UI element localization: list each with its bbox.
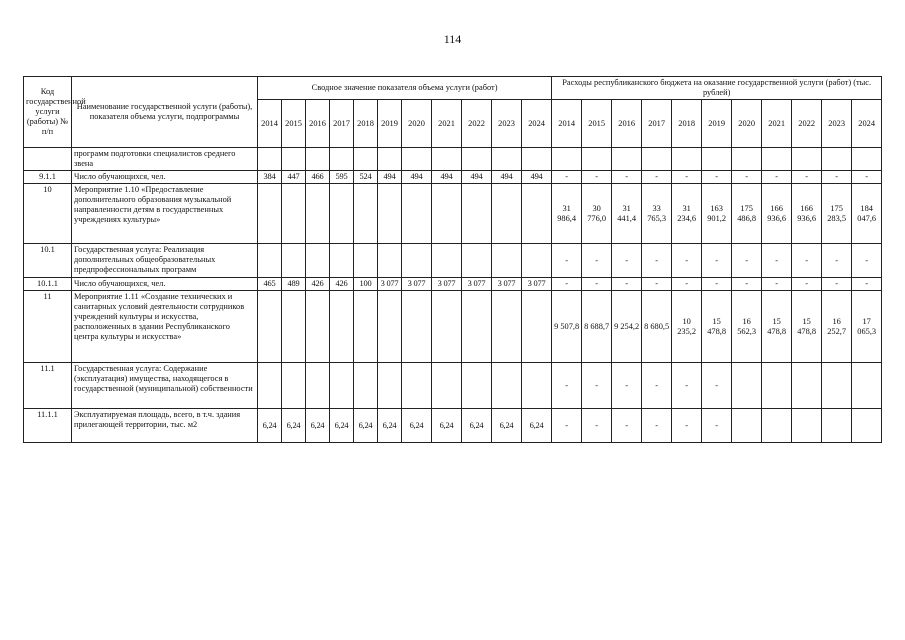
budget-cell: - bbox=[852, 278, 882, 291]
header-volume-year: 2021 bbox=[432, 100, 462, 148]
volume-cell bbox=[354, 184, 378, 244]
volume-cell bbox=[282, 363, 306, 409]
volume-cell: 6,24 bbox=[258, 409, 282, 443]
volume-cell: 6,24 bbox=[282, 409, 306, 443]
header-volume-year: 2017 bbox=[330, 100, 354, 148]
budget-cell bbox=[732, 148, 762, 171]
budget-cell: - bbox=[732, 171, 762, 184]
volume-cell: 494 bbox=[432, 171, 462, 184]
table-body bbox=[24, 148, 882, 443]
volume-cell bbox=[402, 244, 432, 278]
budget-cell: - bbox=[792, 244, 822, 278]
volume-cell bbox=[258, 148, 282, 171]
volume-cell bbox=[492, 184, 522, 244]
volume-cell bbox=[258, 244, 282, 278]
volume-cell bbox=[522, 148, 552, 171]
row-code: 11 bbox=[24, 291, 72, 363]
budget-cell bbox=[822, 409, 852, 443]
budget-cell: - bbox=[852, 171, 882, 184]
volume-cell bbox=[522, 244, 552, 278]
header-budget-year: 2014 bbox=[552, 100, 582, 148]
volume-cell: 6,24 bbox=[354, 409, 378, 443]
budget-cell bbox=[762, 409, 792, 443]
budget-cell: - bbox=[762, 278, 792, 291]
budget-cell: - bbox=[612, 363, 642, 409]
volume-cell: 3 077 bbox=[378, 278, 402, 291]
volume-cell bbox=[354, 363, 378, 409]
budget-cell: - bbox=[552, 278, 582, 291]
header-budget-year: 2021 bbox=[762, 100, 792, 148]
budget-cell: - bbox=[642, 409, 672, 443]
budget-cell: 31 986,4 bbox=[552, 184, 582, 244]
budget-cell: - bbox=[822, 278, 852, 291]
budget-cell: - bbox=[672, 244, 702, 278]
budget-cell: 15 478,8 bbox=[702, 291, 732, 363]
budget-cell bbox=[552, 148, 582, 171]
budget-cell: - bbox=[552, 363, 582, 409]
budget-cell: - bbox=[822, 171, 852, 184]
volume-cell bbox=[306, 148, 330, 171]
budget-cell: - bbox=[702, 409, 732, 443]
budget-cell: - bbox=[852, 244, 882, 278]
volume-cell: 100 bbox=[354, 278, 378, 291]
budget-cell: - bbox=[552, 171, 582, 184]
header-budget-year: 2019 bbox=[702, 100, 732, 148]
row-name: Эксплуатируемая площадь, всего, в т.ч. здания прилегающей территории, тыс. м2 bbox=[72, 409, 258, 443]
row-name: Мероприятие 1.11 «Создание технических и санитарных условий деятельности сотрудников учреждений культуры и искусства, расположенных в здании Республиканского центра культуры и искусства» bbox=[72, 291, 258, 363]
budget-cell: - bbox=[612, 409, 642, 443]
volume-cell: 524 bbox=[354, 171, 378, 184]
budget-cell: - bbox=[732, 244, 762, 278]
budget-cell: 175 283,5 bbox=[822, 184, 852, 244]
row-name: Мероприятие 1.10 «Предоставление дополнительного образования музыкальной направленности детям в государственных учреждениях культуры» bbox=[72, 184, 258, 244]
header-volume-year: 2016 bbox=[306, 100, 330, 148]
budget-cell: - bbox=[672, 171, 702, 184]
budget-cell bbox=[702, 148, 732, 171]
budget-cell bbox=[852, 148, 882, 171]
header-volume-year: 2024 bbox=[522, 100, 552, 148]
budget-cell bbox=[822, 148, 852, 171]
volume-cell bbox=[378, 363, 402, 409]
budget-cell: - bbox=[762, 244, 792, 278]
header-volume-year: 2014 bbox=[258, 100, 282, 148]
table-row bbox=[24, 291, 882, 363]
budget-cell: 16 562,3 bbox=[732, 291, 762, 363]
volume-cell: 494 bbox=[522, 171, 552, 184]
budget-cell: - bbox=[762, 171, 792, 184]
budget-cell bbox=[642, 148, 672, 171]
volume-cell: 466 bbox=[306, 171, 330, 184]
header-volume-year: 2020 bbox=[402, 100, 432, 148]
header-budget-group: Расходы республиканского бюджета на оказание государственной услуги (работ) (тыс. рублей) bbox=[552, 77, 882, 100]
budget-cell bbox=[822, 363, 852, 409]
volume-cell bbox=[522, 184, 552, 244]
budget-cell: 15 478,8 bbox=[792, 291, 822, 363]
budget-cell: - bbox=[822, 244, 852, 278]
budget-cell: 8 688,7 bbox=[582, 291, 612, 363]
budget-cell: 166 936,6 bbox=[792, 184, 822, 244]
volume-cell: 595 bbox=[330, 171, 354, 184]
budget-cell: - bbox=[702, 171, 732, 184]
volume-cell bbox=[306, 363, 330, 409]
row-name: программ подготовки специалистов среднего звена bbox=[72, 148, 258, 171]
budget-cell: - bbox=[582, 278, 612, 291]
volume-cell: 3 077 bbox=[432, 278, 462, 291]
volume-cell bbox=[378, 244, 402, 278]
volume-cell bbox=[462, 363, 492, 409]
volume-cell bbox=[330, 244, 354, 278]
budget-cell bbox=[792, 409, 822, 443]
volume-cell: 465 bbox=[258, 278, 282, 291]
budget-cell: 166 936,6 bbox=[762, 184, 792, 244]
budget-cell: 184 047,6 bbox=[852, 184, 882, 244]
budget-cell: - bbox=[672, 363, 702, 409]
budget-cell: - bbox=[672, 278, 702, 291]
header-budget-year: 2015 bbox=[582, 100, 612, 148]
volume-cell bbox=[354, 148, 378, 171]
budget-cell: 33 765,3 bbox=[642, 184, 672, 244]
volume-cell: 6,24 bbox=[306, 409, 330, 443]
volume-cell bbox=[330, 291, 354, 363]
table-row bbox=[24, 171, 882, 184]
volume-cell bbox=[378, 291, 402, 363]
volume-cell bbox=[402, 291, 432, 363]
volume-cell: 494 bbox=[378, 171, 402, 184]
budget-cell: - bbox=[642, 278, 672, 291]
budget-cell: 163 901,2 bbox=[702, 184, 732, 244]
volume-cell bbox=[378, 184, 402, 244]
header-volume-year: 2022 bbox=[462, 100, 492, 148]
budget-cell: 31 441,4 bbox=[612, 184, 642, 244]
volume-cell bbox=[492, 363, 522, 409]
volume-cell: 6,24 bbox=[492, 409, 522, 443]
row-code: 9.1.1 bbox=[24, 171, 72, 184]
volume-cell bbox=[522, 291, 552, 363]
volume-cell: 494 bbox=[492, 171, 522, 184]
table-row bbox=[24, 244, 882, 278]
budget-cell: 17 065,3 bbox=[852, 291, 882, 363]
row-name: Число обучающихся, чел. bbox=[72, 278, 258, 291]
volume-cell bbox=[354, 244, 378, 278]
volume-cell bbox=[282, 148, 306, 171]
volume-cell bbox=[378, 148, 402, 171]
row-code: 10.1.1 bbox=[24, 278, 72, 291]
row-name: Число обучающихся, чел. bbox=[72, 171, 258, 184]
volume-cell bbox=[402, 363, 432, 409]
header-volume-year: 2023 bbox=[492, 100, 522, 148]
volume-cell bbox=[306, 291, 330, 363]
volume-cell bbox=[462, 244, 492, 278]
services-table bbox=[23, 76, 882, 443]
budget-cell bbox=[582, 148, 612, 171]
budget-cell: - bbox=[582, 363, 612, 409]
volume-cell: 6,24 bbox=[378, 409, 402, 443]
header-volume-year: 2018 bbox=[354, 100, 378, 148]
budget-cell: - bbox=[582, 244, 612, 278]
row-code: 11.1 bbox=[24, 363, 72, 409]
volume-cell bbox=[354, 291, 378, 363]
volume-cell bbox=[432, 148, 462, 171]
row-code: 11.1.1 bbox=[24, 409, 72, 443]
header-volume-group: Сводное значение показателя объема услуги (работ) bbox=[258, 77, 552, 100]
budget-cell: 31 234,6 bbox=[672, 184, 702, 244]
volume-cell bbox=[402, 184, 432, 244]
volume-cell: 3 077 bbox=[462, 278, 492, 291]
header-volume-year: 2015 bbox=[282, 100, 306, 148]
volume-cell bbox=[462, 184, 492, 244]
budget-cell bbox=[762, 148, 792, 171]
volume-cell bbox=[282, 184, 306, 244]
budget-cell: - bbox=[612, 171, 642, 184]
budget-cell: 15 478,8 bbox=[762, 291, 792, 363]
volume-cell: 6,24 bbox=[330, 409, 354, 443]
volume-cell: 426 bbox=[306, 278, 330, 291]
volume-cell: 3 077 bbox=[492, 278, 522, 291]
budget-cell: 30 776,0 bbox=[582, 184, 612, 244]
budget-cell bbox=[852, 363, 882, 409]
row-code: 10.1 bbox=[24, 244, 72, 278]
page-number: 114 bbox=[443, 32, 462, 46]
volume-cell: 6,24 bbox=[402, 409, 432, 443]
volume-cell: 6,24 bbox=[432, 409, 462, 443]
header-budget-year: 2023 bbox=[822, 100, 852, 148]
volume-cell: 3 077 bbox=[402, 278, 432, 291]
volume-cell: 6,24 bbox=[522, 409, 552, 443]
header-budget-year: 2020 bbox=[732, 100, 762, 148]
table-row bbox=[24, 363, 882, 409]
volume-cell: 384 bbox=[258, 171, 282, 184]
row-code bbox=[24, 148, 72, 171]
volume-cell bbox=[432, 184, 462, 244]
budget-cell: - bbox=[792, 278, 822, 291]
budget-cell bbox=[792, 148, 822, 171]
table-row bbox=[24, 148, 882, 171]
volume-cell bbox=[432, 291, 462, 363]
budget-cell: 175 486,8 bbox=[732, 184, 762, 244]
volume-cell: 3 077 bbox=[522, 278, 552, 291]
row-name: Государственная услуга: Содержание (эксплуатация) имущества, находящегося в государственной (муниципальной) собственности bbox=[72, 363, 258, 409]
volume-cell: 6,24 bbox=[462, 409, 492, 443]
volume-cell: 494 bbox=[462, 171, 492, 184]
header-budget-year: 2017 bbox=[642, 100, 672, 148]
volume-cell bbox=[306, 184, 330, 244]
volume-cell bbox=[492, 244, 522, 278]
table-row bbox=[24, 409, 882, 443]
header-budget-year: 2022 bbox=[792, 100, 822, 148]
volume-cell bbox=[492, 291, 522, 363]
budget-cell: - bbox=[642, 171, 672, 184]
volume-cell bbox=[330, 148, 354, 171]
budget-cell: - bbox=[792, 171, 822, 184]
volume-cell bbox=[492, 148, 522, 171]
budget-cell bbox=[732, 409, 762, 443]
volume-cell bbox=[462, 291, 492, 363]
volume-cell bbox=[282, 244, 306, 278]
budget-cell bbox=[732, 363, 762, 409]
budget-cell bbox=[852, 409, 882, 443]
volume-cell bbox=[282, 291, 306, 363]
budget-cell: - bbox=[582, 171, 612, 184]
budget-cell bbox=[762, 363, 792, 409]
volume-cell bbox=[306, 244, 330, 278]
budget-cell: - bbox=[702, 363, 732, 409]
header-code: Код государственной услуги (работы) № п/п bbox=[24, 77, 72, 148]
volume-cell: 447 bbox=[282, 171, 306, 184]
volume-cell bbox=[432, 244, 462, 278]
volume-cell: 426 bbox=[330, 278, 354, 291]
budget-cell bbox=[672, 148, 702, 171]
budget-cell: 9 507,8 bbox=[552, 291, 582, 363]
budget-cell: - bbox=[552, 244, 582, 278]
header-budget-year: 2024 bbox=[852, 100, 882, 148]
volume-cell bbox=[522, 363, 552, 409]
budget-cell bbox=[612, 148, 642, 171]
header-budget-year: 2018 bbox=[672, 100, 702, 148]
row-code: 10 bbox=[24, 184, 72, 244]
row-name: Государственная услуга: Реализация дополнительных общеобразовательных предпрофессиональных программ bbox=[72, 244, 258, 278]
budget-cell: 16 252,7 bbox=[822, 291, 852, 363]
budget-cell: 8 680,5 bbox=[642, 291, 672, 363]
volume-cell bbox=[330, 184, 354, 244]
budget-cell: - bbox=[732, 278, 762, 291]
volume-cell: 494 bbox=[402, 171, 432, 184]
table-row bbox=[24, 184, 882, 244]
volume-cell bbox=[258, 363, 282, 409]
volume-cell bbox=[462, 148, 492, 171]
budget-cell bbox=[792, 363, 822, 409]
header-budget-year: 2016 bbox=[612, 100, 642, 148]
budget-cell: - bbox=[612, 278, 642, 291]
budget-cell: - bbox=[702, 244, 732, 278]
budget-cell: - bbox=[642, 363, 672, 409]
budget-cell: - bbox=[702, 278, 732, 291]
budget-cell: 9 254,2 bbox=[612, 291, 642, 363]
budget-cell: - bbox=[582, 409, 612, 443]
volume-cell bbox=[258, 291, 282, 363]
budget-cell: - bbox=[672, 409, 702, 443]
volume-cell: 489 bbox=[282, 278, 306, 291]
budget-cell: - bbox=[612, 244, 642, 278]
volume-cell bbox=[432, 363, 462, 409]
budget-cell: - bbox=[642, 244, 672, 278]
header-name: Наименование государственной услуги (работы), показателя объема услуги, подпрограммы bbox=[72, 77, 258, 148]
budget-cell: - bbox=[552, 409, 582, 443]
table-row bbox=[24, 278, 882, 291]
header-volume-year: 2019 bbox=[378, 100, 402, 148]
volume-cell bbox=[402, 148, 432, 171]
volume-cell bbox=[330, 363, 354, 409]
budget-cell: 10 235,2 bbox=[672, 291, 702, 363]
volume-cell bbox=[258, 184, 282, 244]
